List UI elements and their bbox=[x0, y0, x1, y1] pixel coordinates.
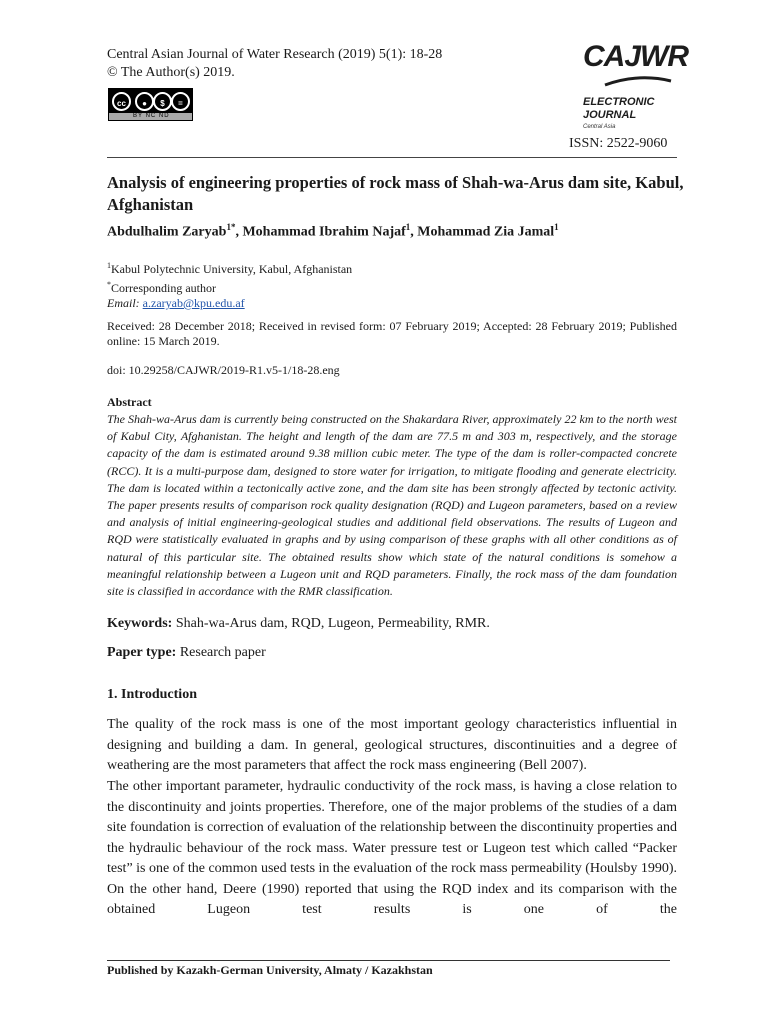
author-sup: 1* bbox=[226, 222, 236, 232]
affiliations: $^1$Kabul Polytechnic University, Kabul, Afghanistan *Corresponding author Email: a.zaryab@kpu.edu.af bbox=[107, 261, 353, 310]
journal-citation: Central Asian Journal of Water Research (2019) 5(1): 18-28 bbox=[107, 47, 443, 62]
cc-icon: cc bbox=[112, 92, 131, 111]
intro-paragraph-2: The other important parameter, hydraulic conductivity of the rock mass, is having a close relation to the discontinuity and joints properties. Therefore, one of the major problems of the studies of a dam site foundation is correction of evaluation of the relationship between the discontinuity properties and the hydraulic behaviour of the rock mass. Water pressure test or Lugeon test which called “Packer test” is one of the common used tests in the evaluation of the rock mass permeability (Houlsby 1990). On the other hand, Deere (1990) reported that using the RQD index and its comparison with the obtained Lugeon test results is one of the bbox=[107, 779, 677, 917]
abstract-heading: Abstract bbox=[107, 395, 152, 409]
keywords-label: Keywords: bbox=[107, 616, 173, 631]
introduction-heading: 1. Introduction bbox=[107, 687, 197, 702]
doi[interactable]: doi: 10.29258/CAJWR/2019-R1.v5-1/18-28.eng bbox=[107, 363, 340, 377]
paper-title: Analysis of engineering properties of rock mass of Shah-wa-Arus dam site, Kabul, Afghanistan bbox=[107, 173, 684, 214]
paper-type bbox=[107, 645, 266, 661]
intro-paragraph-1: The quality of the rock mass is one of the most important geology characteristics influential in designing and building a dam. In general, geological structures, discontinuities and a degree of weathering are the most parameters that affect the rock mass engineering (Bell 2007). bbox=[107, 717, 677, 773]
corresponding-author-label: Corresponding author bbox=[111, 281, 216, 295]
logo-region: Central Asia bbox=[583, 124, 616, 130]
email-label: Email: bbox=[107, 296, 140, 310]
nd-icon: = bbox=[171, 92, 190, 111]
author-list: Abdulhalim Zaryab$^{1*}$, Mohammad Ibrahim Najaf$^1$, Mohammad Zia Jamal$^1$ bbox=[107, 222, 559, 240]
email-link[interactable]: a.zaryab@kpu.edu.af bbox=[142, 296, 245, 310]
logo-wordmark: CAJWR bbox=[583, 40, 688, 73]
publisher-footer: Published by Kazakh-German University, Almaty / Kazakhstan bbox=[107, 963, 433, 977]
author-name: Mohammad Zia Jamal bbox=[417, 224, 555, 240]
publication-dates: Received: 28 December 2018; Received in revised form: 07 February 2019; Accepted: 28 February 2019; Published online: 15 March 2019. bbox=[107, 319, 677, 348]
author-sup: 1 bbox=[405, 222, 411, 232]
issn: ISSN: 2522-9060 bbox=[569, 136, 668, 151]
logo-subtitle: ELECTRONIC JOURNAL bbox=[583, 96, 655, 121]
author-sup: 1 bbox=[554, 222, 559, 232]
abstract-text: The Shah-wa-Arus dam is currently being constructed on the Shakardara River, approximately 22 km to the north west of Kabul City, Afghanistan. The height and length of the dam are 77.5 m and 303 m, respectively, and the storage capacity of the dam is estimated around 9.38 million cubic meter. The type of the dam is roller-compacted concrete (RCC). It is a multi-purpose dam, designed to store water for irrigation, to mitigate flooding and generate electricity. The dam is located within a tectonically active zone, and the dam site has been strongly affected by tectonic activity. The paper presents results of comparison rock quality designation (RQD) and Lugeon parameters, based on a review and analysis of initial engineering-geological studies and additional field observations. The results of Lugeon and RQD were statistically evaluated in graphs and by using comparison of these graphs with all other conditions as of natural of this particular site. The obtained results show which state of the natural conditions is somehow a meaningful relationship between a Lugeon unit and RQD parameters. Finally, the rock mass of the dam foundation site is classified in accordance with the RMR classification. bbox=[107, 412, 677, 599]
header-divider bbox=[107, 157, 677, 158]
copyright-notice: © The Author(s) 2019. bbox=[107, 65, 235, 80]
nc-icon: $ bbox=[153, 92, 172, 111]
keywords bbox=[107, 616, 490, 632]
author-name: Mohammad Ibrahim Najaf bbox=[242, 224, 406, 240]
creative-commons-badge[interactable] bbox=[108, 88, 193, 121]
logo-swoosh-icon bbox=[603, 75, 673, 89]
cajwr-logo bbox=[583, 40, 688, 132]
footer-divider bbox=[107, 960, 670, 961]
license-tags: BY NC ND bbox=[133, 113, 170, 119]
paper-type-label: Paper type: bbox=[107, 645, 177, 660]
keywords-text: Shah-wa-Arus dam, RQD, Lugeon, Permeability, RMR. bbox=[172, 616, 490, 631]
by-icon: ● bbox=[135, 92, 154, 111]
author-name: Abdulhalim Zaryab bbox=[107, 224, 227, 240]
paper-type-text: Research paper bbox=[176, 645, 266, 660]
affiliation-line: Kabul Polytechnic University, Kabul, Afghanistan bbox=[111, 262, 353, 276]
